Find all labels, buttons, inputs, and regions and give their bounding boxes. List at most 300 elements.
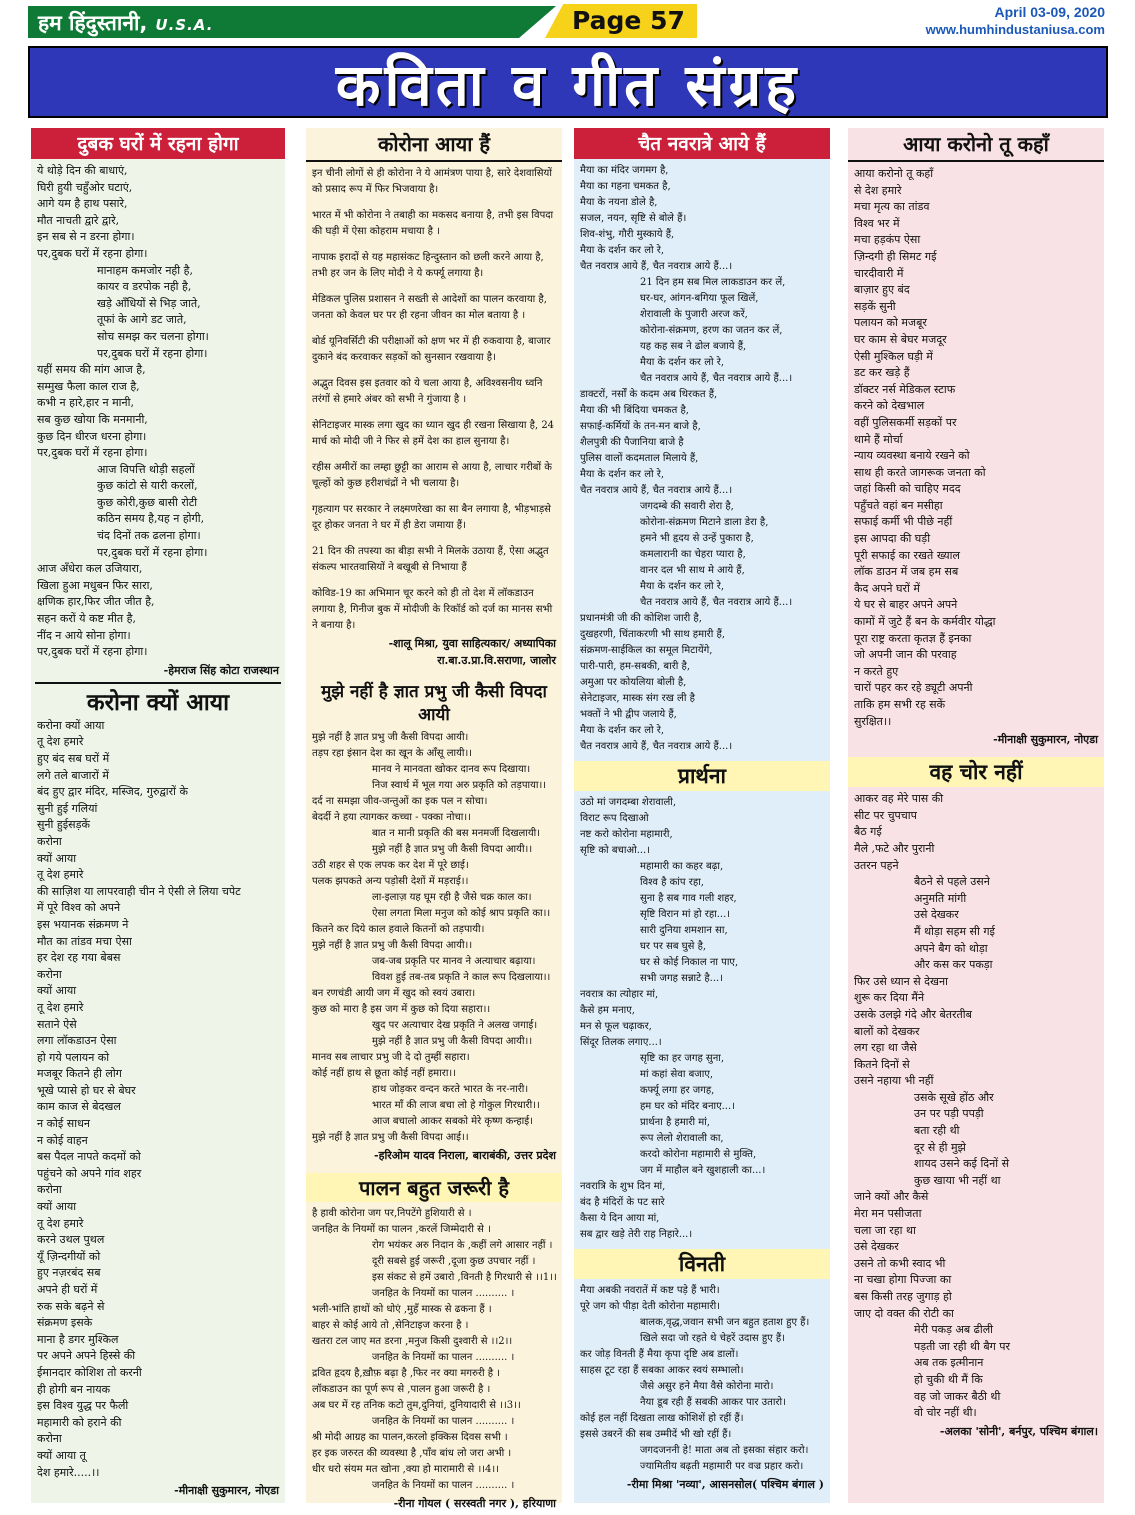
poem-line: सोच समझ कर चलना होगा। bbox=[97, 329, 209, 343]
poem-line: मेडिकल पुलिस प्रशासन ने सख्ती से आदेशों का पालन करवाया है, जनता को केवल घर पर ही रहना जीवन का मोल बताया है । bbox=[312, 294, 547, 321]
poem-author: -अलका 'सोनी', बर्नपुर, पश्चिम बंगाल। bbox=[939, 1424, 1098, 1438]
poem-line: तड़प रहा इंसान देश का खून के आँसू लायी।। bbox=[312, 748, 473, 759]
poem-line: मैया के दर्शन कर लो रे, bbox=[640, 581, 725, 592]
poem-line: चारदीवारी में bbox=[854, 266, 904, 280]
poem-line: न करते हुए bbox=[854, 664, 899, 678]
poem-author: -मीनाक्षी सुकुमारन, नोएडा bbox=[174, 1484, 279, 1498]
poem-line: ना चखा होगा पिज्जा का bbox=[854, 1273, 952, 1287]
poem-line: उसे देखकर bbox=[914, 908, 959, 922]
poem-line: खतरा टल जाए मत डरना ,मनुज किसी दुश्वारी से ।।2।। bbox=[312, 1336, 513, 1347]
poem-line: आज विपत्ति थोड़ी सहलों bbox=[97, 462, 195, 476]
poem-line: सभी जगह सन्नाटे है...। bbox=[640, 973, 724, 984]
poem-line: ये थोड़े दिन की बाधाएं, bbox=[37, 164, 128, 177]
poem-line: पहुंचने को अपने गांव शहर bbox=[37, 1166, 142, 1180]
poem-line: करोना bbox=[37, 834, 62, 848]
poem-line: लॉकडाउन का पूर्ण रूप से ,पालन हुआ जरूरी है । bbox=[312, 1384, 491, 1395]
poem-line: विराट रूप दिखाओ bbox=[580, 813, 649, 824]
poem-line: सृष्टि का हर जगह सुना, bbox=[640, 1053, 725, 1064]
poem-line: वहीं पुलिसकर्मी सड़कों पर bbox=[854, 415, 957, 429]
poem-line: अब घर में रह तनिक कटो तुम,दुनियां, दुनियादारी से ।।3।। bbox=[312, 1400, 521, 1411]
poem-line: मौत नाचती द्वारे द्वारे, bbox=[37, 213, 120, 227]
poem-line: तूफां के आगे डट जाते, bbox=[97, 313, 187, 327]
poem-line: इस भयानक संक्रमण ने bbox=[37, 917, 129, 931]
poem-line: इन चीनी लोगों से ही कोरोना ने ये आमंत्रण पाया है, सारे देशवासियों को प्रसाद रूप में फिर भिजवाया है। bbox=[312, 168, 552, 195]
poem-line: चला जा रहा था bbox=[854, 1223, 916, 1237]
poem-author: -शालू मिश्रा, युवा साहित्यकार/ अध्यापिका bbox=[388, 637, 556, 650]
poem-line: विश्व है कांप रहा, bbox=[640, 877, 704, 888]
poem-title: कोरोना आया हैं bbox=[306, 128, 562, 162]
poem-line: हमने भी हृदय से उन्हें पुकारा है, bbox=[640, 533, 754, 544]
newspaper-brand bbox=[38, 9, 213, 37]
poem-line: उसके सूखे होंठ और bbox=[914, 1090, 994, 1104]
poem-line: पहुँचते वहां बन मसीहा bbox=[854, 498, 943, 512]
poem-line: चैत नवरात्र आये हैं, चैत नवरात्र आये हैं...। bbox=[640, 373, 793, 384]
poem-line: कोई नहीं हाथ से छूता कोई नहीं हमारा।। bbox=[312, 1068, 457, 1079]
poem-line: सृष्टि को बचाओ...। bbox=[580, 845, 651, 856]
poem-line: डाक्टरों, नर्सों के कदम अब थिरकत हैं, bbox=[580, 389, 718, 400]
poem-line: जनहित के नियमों का पालन ,करलें जिम्मेदारी से । bbox=[312, 1224, 491, 1235]
poem-line: करदो कोरोना महामारी से मुक्ति, bbox=[640, 1149, 757, 1160]
poem-line: बंद है मंदिरों के पट सारे bbox=[580, 1197, 665, 1208]
poem-line: खड़े आँधियों से भिड़ जाते, bbox=[97, 296, 201, 310]
poem-line: कर्फ्यू लगा हर जगह, bbox=[640, 1085, 715, 1096]
poem-line: आकर वह मेरे पास की bbox=[854, 792, 944, 806]
poem-line: भली-भांति हाथों को धोएं ,मुहँ मास्क से ढकना हैं । bbox=[312, 1304, 492, 1315]
poem-line: दूर से ही मुझे bbox=[914, 1140, 966, 1154]
poem-line: घिरी हुयी चहुँओर घटाएं, bbox=[37, 180, 133, 194]
poem-line: तू देश हमारे bbox=[37, 1000, 84, 1014]
poem-line: चैत नवरात्र आये हैं, चैत नवरात्र आये हैं...। bbox=[580, 485, 733, 496]
poem-line: पूरे जग को पीड़ा देती कोरोना महामारी। bbox=[580, 1301, 720, 1312]
poem-line: करोना bbox=[37, 1432, 62, 1446]
poem-line: जनहित के नियमों का पालन .......... । bbox=[372, 1480, 515, 1491]
column-4 bbox=[848, 128, 1104, 1503]
poem-line: चारों पहर कर रहे ड्यूटी अपनी bbox=[854, 681, 973, 695]
poem-body bbox=[574, 163, 830, 755]
poem-line: खुद पर अत्याचार देख प्रकृति ने अलख जगाई। bbox=[372, 1020, 538, 1031]
poem-line: ज्यामितीय बढ़ती महामारी पर वज्र प्रहार करो। bbox=[640, 1461, 804, 1472]
poem-line: बस किसी तरह जुगाड़ हो bbox=[854, 1290, 952, 1303]
poem-line: मचा हड़कंप ऐसा bbox=[854, 233, 921, 247]
poem-line: कामों में जुटे हैं बन के कर्मवीर योद्धा bbox=[854, 615, 996, 629]
poem-line: जगदजननी हे! माता अब तो इसका संहार करो। bbox=[640, 1445, 809, 1456]
poem-line: उन पर पड़ी पपड़ी bbox=[914, 1107, 984, 1121]
poem-line: पारी-पारी, हम-सबकी, बारी है, bbox=[580, 661, 691, 672]
poem-line: प्रधानमंत्री जी की कोशिश जारी है, bbox=[580, 613, 702, 624]
poem-line: बालक,वृद्ध,जवान सभी जन बहुत हताश हुए हैं। bbox=[640, 1317, 810, 1328]
poem-line: मानाहम कमजोर नही है, bbox=[97, 263, 193, 277]
poem-line: नवरात्रि के शुभ दिन मां, bbox=[580, 1181, 666, 1192]
poem-line: मुझे नहीं है ज्ञात प्रभु जी कैसी विपदा आयी।। bbox=[372, 844, 533, 855]
poem-line: अद्भुत दिवस इस इतवार को ये चला आया है, अविश्वसनीय ध्वनि तरंगों से हमारे अंबर को सभी ने गुंजाया है । bbox=[312, 378, 543, 405]
poem-author: -हेमराज सिंह कोटा राजस्थान bbox=[163, 663, 279, 677]
poem-line: भारत में भी कोरोना ने तबाही का मकसद बनाया है, तभी इस विपदा की घड़ी में ऐसा कोहराम मचाया है । bbox=[312, 210, 554, 237]
poem-body bbox=[31, 718, 285, 1481]
poem-line: बता रही थी bbox=[914, 1124, 960, 1138]
poem-line: पूरी सफाई का रखते ख्याल bbox=[854, 548, 960, 562]
poem-line: हाथ जोड़कर वन्दन करते भारत के नर-नारी। bbox=[372, 1084, 529, 1095]
poem-line: शैलपुत्री की पैजानिया बाजे है bbox=[580, 437, 684, 448]
poem-line: खिले सदा जो रहते थे चेहरें उदास हुए हैं। bbox=[640, 1333, 785, 1344]
poem-line: पर,दुबक घरों में रहना होगा। bbox=[37, 246, 148, 260]
poem-line: बन रणचंडी आयी जग में खुद को स्वयं उबारा। bbox=[312, 988, 476, 999]
poem-line: डॉक्टर नर्स मेडिकल स्टाफ bbox=[854, 382, 956, 396]
poem-line: दूरी सबसे हुई जरूरी ,दूजा कुछ उपचार नहीं । bbox=[372, 1256, 536, 1267]
poem-line: शुरू कर दिया मैंने bbox=[854, 991, 925, 1005]
poem-line: हुए नज़रबंद सब bbox=[37, 1266, 101, 1280]
poem-line: सीट पर चुपचाप bbox=[854, 808, 917, 822]
poem-line: चैत नवरात्र आये हैं, चैत नवरात्र आये हैं...। bbox=[580, 741, 733, 752]
poem-line: मजबूर कितने ही लोग bbox=[37, 1067, 122, 1081]
poem-line: की साज़िश या लापरवाही चीन ने ऐसी ले लिया चपेट bbox=[37, 884, 241, 898]
poem-line: कैसा ये दिन आया मां, bbox=[580, 1213, 660, 1224]
poem-line: लॉक डाउन में जब हम सब bbox=[854, 565, 959, 579]
poem-line: सुना है सब गाव गली शहर, bbox=[640, 893, 737, 904]
poem-line: उसके उलझे गंदे और बेतरतीब bbox=[854, 1007, 972, 1021]
poem-line: कैद अपने घरों में bbox=[854, 581, 920, 595]
poem-line: दर्द ना समझा जीव-जन्तुओं का इक पल न सोचा। bbox=[312, 796, 488, 807]
poem-line: मेरी पकड़ अब ढीली bbox=[914, 1323, 994, 1337]
poem-line: तू देश हमारे bbox=[37, 735, 84, 749]
poem-line: सफाई-कर्मियों के तन-मन बाजे है, bbox=[580, 421, 701, 432]
column-3 bbox=[574, 128, 830, 1503]
poem-line: आज अँधेरा कल उजियारा, bbox=[37, 562, 143, 576]
poem-line: पर,दुबक घरों में रहना होगा। bbox=[37, 645, 148, 659]
poem-line: नैया डूब रही हैं सबकी आकर पार उतारो। bbox=[640, 1397, 786, 1408]
poem-line: और कस कर पकड़ा bbox=[914, 958, 993, 972]
poem-line: मैया का गहना चमकत है, bbox=[580, 181, 671, 192]
poem-body bbox=[306, 166, 562, 634]
poem-line: रोग भयंकर अरु निदान के ,कहीं लगे आसार नहीं । bbox=[372, 1240, 553, 1251]
poem-title: विनती bbox=[574, 1249, 830, 1279]
poem-line: माना है डगर मुश्किल bbox=[37, 1332, 119, 1346]
poem-line: महामारी को हराने की bbox=[37, 1415, 122, 1429]
poem-line: ऐसा लगता मिला मनुज को कोई श्राप प्रकृति का।। bbox=[372, 908, 551, 919]
poem-line: फिर उसे ध्यान से देखना bbox=[854, 974, 948, 988]
poem-line: मैया के दर्शन कर लो रे, bbox=[580, 469, 665, 480]
poem-body bbox=[306, 1206, 562, 1494]
poem-line: ईमानदार कोशिश तो करनी bbox=[37, 1365, 142, 1379]
poem-author: -मीनाक्षी सुकुमारन, नोएडा bbox=[993, 733, 1098, 747]
poem-line: अपने बैग को थोड़ा bbox=[914, 941, 988, 955]
poem-line: मेरा मन पसीजता bbox=[854, 1207, 922, 1221]
poem-line: उठो मां जगदम्बा शेरावाली, bbox=[580, 797, 677, 808]
poem-line: पड़ती जा रही थी बैग पर bbox=[914, 1339, 1011, 1353]
poem-line: न कोई वाहन bbox=[37, 1133, 88, 1147]
poem-line: डट कर खड़े हैं bbox=[854, 366, 910, 380]
poem-line: खिला हुआ मधुबन फिर सारा, bbox=[37, 578, 153, 592]
poem-line: कुछ दिन धीरज धरना होगा। bbox=[37, 429, 147, 443]
poem-line: न्याय व्यवस्था बनाये रखने को bbox=[854, 449, 970, 463]
poem-line: पर,दुबक घरों में रहना होगा। bbox=[97, 346, 208, 360]
poem-line: क्यों आया bbox=[37, 851, 77, 865]
poem-author: -रीमा मिश्रा 'नव्या', आसनसोल( पश्चिम बंगाल ) bbox=[626, 1478, 824, 1491]
poem-line: यूँ ज़िन्दगीयों को bbox=[37, 1249, 101, 1263]
poem-line: इन सब से न डरना होगा। bbox=[37, 230, 135, 244]
poem-line: कोविड-19 का अभिमान चूर करने को ही तो देश में लॉकडाउन लगाया है, गिनीज बुक में मोदीजी के रिकॉर्ड को दर्ज का मानस सभी ने बनाया है। bbox=[312, 588, 553, 631]
poem-line: दुखहरणी, चिंताकरणी भी साथ हमारी हैं, bbox=[580, 629, 726, 640]
poem-line: कितने दिनों से bbox=[854, 1057, 910, 1071]
poem-line: कुछ को मारा है इस जग में कुछ को दिया सहारा।। bbox=[312, 1004, 491, 1015]
poem-line: द्रवित हृदय है,ख़ौफ़ बढ़ा है ,फिर नर क्या मगरुरी है । bbox=[312, 1368, 501, 1379]
brand-suffix: U.S.A. bbox=[155, 16, 214, 34]
poem-line: संक्रमण-साईकिल का समूल मिटायेंगे, bbox=[580, 645, 713, 656]
poem-line: लगे तले बाजारों में bbox=[37, 768, 109, 782]
poem-line: उसे देखकर bbox=[854, 1240, 899, 1254]
poem-line: यह कह सब ने ढोल बजाये हैं, bbox=[640, 341, 747, 352]
poem-line: नवरात्र का त्योहार मां, bbox=[580, 989, 659, 1000]
poem-line: महामारी का कहर बढ़ा, bbox=[640, 861, 724, 872]
issue-date: April 03-09, 2020 bbox=[994, 4, 1105, 20]
poem-line: मैया की भी बिंदिया चमकत है, bbox=[580, 405, 689, 416]
poem-line: लगा लॉकडाउन ऐसा bbox=[37, 1034, 117, 1048]
poem-line: अनुमति मांगी bbox=[914, 891, 967, 905]
poem-line: श्री मोदी आग्रह का पालन,करलो इक्किस दिवस सभी । bbox=[312, 1432, 508, 1443]
poem-line: चंद दिनों तक ढलना होगा। bbox=[97, 529, 201, 543]
section-banner bbox=[28, 46, 1108, 118]
poem-line: विश्व भर में bbox=[854, 216, 900, 230]
poem-line: प्रार्थना है हमारी मां, bbox=[640, 1117, 710, 1128]
poem-line: जाने क्यों और कैसे bbox=[854, 1190, 929, 1204]
poem-line: चैत नवरात्र आये हैं, चैत नवरात्र आये हैं...। bbox=[580, 261, 733, 272]
poem-line: जो अपनी जान की परवाह bbox=[854, 648, 957, 662]
poem-line: वानर दल भी साथ मे आये हैं, bbox=[640, 565, 745, 576]
poem-line: कठिन समय है,यह न होगी, bbox=[97, 512, 205, 526]
poem-line: भक्तों ने भी द्वीप जलाये हैं, bbox=[580, 709, 677, 720]
poem-line: यहीं समय की मांग आज है, bbox=[37, 363, 146, 377]
poem-line: ये घर से बाहर अपने अपने bbox=[854, 598, 958, 612]
poem-line: रहीस अमीरों का लम्हा छुट्टी का आराम से आया है, लाचार गरीबों के चूल्हों को कुछ हरीशचंद्रों ने भी चलाया है। bbox=[312, 462, 552, 489]
poem-body bbox=[848, 166, 1104, 730]
poem-line: तू देश हमारे bbox=[37, 868, 84, 882]
poem-line: सब कुछ खोया कि मनमानी, bbox=[37, 412, 148, 426]
poem-line: उतरन पहने bbox=[854, 858, 899, 872]
poem-line: 21 दिन की तपस्या का बीड़ा सभी ने मिलके उठाया हैं, ऐसा अद्भुत संकल्प भारतवासियों ने बखूबी से निभाया हैं bbox=[312, 546, 549, 573]
poem-line: में पूरे विश्व को अपने bbox=[37, 901, 121, 915]
poem-line: आया करोनो तू कहाँ bbox=[854, 167, 934, 180]
poem-line: कर जोड़ विनती हैं मैया कृपा दृष्टि अब डालों। bbox=[580, 1349, 739, 1360]
poem-line: काम काज से बेदखल bbox=[37, 1100, 121, 1114]
poem-line: मचा मृत्य का तांडव bbox=[854, 200, 930, 214]
poem-line: सब द्वार खड़े तेरी राह निहारे...। bbox=[580, 1229, 693, 1240]
poem-line: बाहर से कोई आये तो ,सेनिटाइज करना है । bbox=[312, 1320, 469, 1331]
poem-line: देश हमारे.....।। bbox=[37, 1465, 100, 1479]
poem-line: ला-इलाज़ यह घूम रही है जैसे चक्र काल का। bbox=[372, 892, 532, 903]
poem-line: से देश हमारे bbox=[854, 183, 902, 197]
poem-line: मन से फूल चढ़ाकर, bbox=[580, 1021, 652, 1032]
poem-line: मां कहां सेवा बजाए, bbox=[640, 1069, 714, 1080]
poem-line: कोरोना-संक्रमण मिटाने डाला डेरा है, bbox=[640, 517, 769, 528]
poem-line: नापाक इरादों से यह महासंकट हिन्दुस्तान को छली करने आया है, तभी हर जन के लिए मोदी ने ये कर्फ्यू लगाया है। bbox=[312, 252, 544, 279]
poem-body bbox=[31, 163, 285, 661]
poem-line: लग रहा था जैसे bbox=[854, 1041, 917, 1055]
poem-line: वो चोर नहीं थी। bbox=[914, 1406, 977, 1420]
poem-line: बैठने से पहले उसने bbox=[914, 875, 990, 889]
website-link[interactable]: www.humhindustaniusa.com bbox=[925, 22, 1105, 37]
poem-line: पलक झपकते अन्य पड़ोसी देशों में मड़राई।। bbox=[312, 876, 469, 887]
poem-line: सुरक्षित।। bbox=[854, 714, 892, 728]
poem-title: आया करोनो तू कहाँ bbox=[848, 128, 1104, 162]
poem-line: आगे यम है हाथ पसारे, bbox=[37, 197, 128, 211]
poem-line: साथ ही करते जागरूक जनता को bbox=[854, 465, 986, 479]
poem-line: पूरा राष्ट्र करता कृतज्ञ हैं इनका bbox=[854, 631, 972, 645]
poem-line: सेनेटाइजर, मास्क संग रख ली है bbox=[580, 693, 695, 704]
poem-line: नष्ट करो कोरोना महामारी, bbox=[580, 829, 673, 840]
poem-line: कायर व डरपोक नही है, bbox=[97, 280, 192, 294]
poem-line: मैले ,फटे और पुरानी bbox=[854, 841, 935, 855]
poem-line: मानव सब लाचार प्रभु जी दे दो तुम्हीं सहारा। bbox=[312, 1052, 470, 1063]
poem-line: कितने कर दिये काल हवाले कितनों को तड़पायी। bbox=[312, 924, 485, 935]
poem-line: भारत माँ की लाज बचा लो हे गोकुल गिरधारी।। bbox=[372, 1100, 540, 1111]
poem-line: विवश हुई तब-तब प्रकृति ने काल रूप दिखलाया।। bbox=[372, 972, 551, 983]
poem-line: करने उथल पुथल bbox=[37, 1233, 105, 1247]
poem-line: जनहित के नियमों का पालन .......... । bbox=[372, 1352, 515, 1363]
poem-line: वह जो जाकर बैठी थी bbox=[914, 1389, 1001, 1403]
poem-line: रुक सके बढ़ने से bbox=[37, 1299, 105, 1313]
poem-line: न कोई साधन bbox=[37, 1117, 90, 1131]
poem-line: तू देश हमारे bbox=[37, 1216, 84, 1230]
poem-line: सुनी हुई गलियां bbox=[37, 801, 98, 815]
poem-line: हुए बंद सब घरों में bbox=[37, 752, 110, 765]
poem-line: संक्रमण इसके bbox=[37, 1316, 93, 1330]
poem-line: मैया के दर्शन कर लो रे, bbox=[640, 357, 725, 368]
poem-title: प्रार्थना bbox=[574, 761, 830, 791]
poem-line: क्यों आया bbox=[37, 1200, 77, 1214]
poem-line: जब-जब प्रकृति पर मानव ने अत्याचार बढ़ाया। bbox=[372, 956, 536, 967]
poem-line: सम्मुख फैला काल राज है, bbox=[37, 379, 140, 393]
poem-title: मुझे नहीं है ज्ञात प्रभु जी कैसी विपदा आयी bbox=[321, 682, 547, 725]
poem-line: ही होगी बन नायक bbox=[37, 1382, 111, 1396]
poem-line: इस विश्व युद्ध पर फैली bbox=[37, 1399, 129, 1413]
poem-line: शिव-शंभु, गौरी मुस्काये हैं, bbox=[580, 229, 675, 240]
poem-body bbox=[574, 1283, 830, 1475]
poem-line: पलायन को मजबूर bbox=[854, 316, 927, 330]
column-2 bbox=[306, 128, 562, 1510]
poem-body bbox=[306, 730, 562, 1146]
poem-line: बेदर्दी ने हया त्यागकर कच्चा - पक्का नोचा।। bbox=[312, 812, 471, 823]
poem-line: कुछ कांटो से यारी करलों, bbox=[97, 479, 198, 493]
poem-line: कोई हल नहीं दिखता लाख कोशिशें हो रहीं हैं। bbox=[580, 1413, 744, 1424]
poem-line: मैया के दर्शन कर लो रे, bbox=[580, 725, 665, 736]
poem-line: घर पर सब घुसे है, bbox=[640, 941, 707, 952]
poem-author: -हरिओम यादव निराला, बाराबंकी, उत्तर प्रदेश bbox=[374, 1149, 556, 1162]
poem-line: मुझे नहीं है ज्ञात प्रभु जी कैसी विपदा आयी। bbox=[312, 732, 469, 743]
poem-line: कोरोना-संक्रमण, हरण का जतन कर लें, bbox=[640, 325, 783, 336]
poem-line: जनहित के नियमों का पालन .......... । bbox=[372, 1416, 515, 1427]
poem-line: इस आपदा की घड़ी bbox=[854, 532, 931, 546]
poem-body bbox=[848, 791, 1104, 1422]
poem-line: करने को देखभाल bbox=[854, 399, 925, 413]
poem-line: जाए दो वक्त की रोटी का bbox=[854, 1306, 954, 1320]
poem-line: हम घर को मंदिर बनाए...। bbox=[640, 1101, 735, 1112]
poem-line: निज स्वार्थ में भूल गया अरु प्रकृति को तड़पाया।। bbox=[372, 780, 547, 791]
poem-author-place: रा.बा.उ.प्रा.वि.सराणा, जालोर bbox=[437, 654, 556, 667]
poem-line: जहां किसी को चाहिए मदद bbox=[854, 482, 961, 496]
poem-line: घर काम से बेघर मजदूर bbox=[854, 332, 947, 346]
poem-author: -रीना गोयल ( सरस्वती नगर ), हरियाणा bbox=[393, 1497, 556, 1510]
poem-line: मैं थोड़ा सहम सी गई bbox=[914, 924, 995, 938]
poem-line: अपने ही घरों में bbox=[37, 1283, 98, 1296]
poem-line: सड़कें सुनी bbox=[854, 299, 896, 313]
poem-line: ज़िन्दगी ही सिमट गई bbox=[854, 249, 937, 263]
poem-line: कभी न हारे,हार न मानी, bbox=[37, 396, 134, 410]
poem-line: उठी शहर से एक लपक कर देश में पूरे छाई। bbox=[312, 860, 469, 871]
poem-line: मौत का तांडव मचा ऐसा bbox=[37, 934, 132, 948]
poem-line: बस पैदल नापते कदमों को bbox=[37, 1150, 141, 1164]
poem-line: मुझे नहीं है ज्ञात प्रभु जी कैसी विपदा आयी।। bbox=[312, 940, 473, 951]
poem-line: मैया अबकी नवरातें में कष्ट पड़े हैं भारी। bbox=[580, 1285, 720, 1296]
poem-line: बाज़ार हुए बंद bbox=[854, 283, 910, 297]
poem-line: मुझे नहीं है ज्ञात प्रभु जी कैसी विपदा आयी।। bbox=[372, 1036, 533, 1047]
poem-line: 21 दिन हम सब मिल लाकडाउन कर लें, bbox=[640, 277, 786, 288]
poem-line: जनहित के नियमों का पालन .......... । bbox=[372, 1288, 515, 1299]
poem-line: करोना bbox=[37, 967, 62, 981]
poem-line: थामे हैं मोर्चा bbox=[854, 432, 903, 446]
poem-line: उसने नहाया भी नहीं bbox=[854, 1074, 934, 1088]
poem-line: बात न मानी प्रकृति की बस मनमर्जी दिखलायी। bbox=[372, 828, 541, 839]
poem-line: भूखे प्यासे हो घर से बेघर bbox=[37, 1083, 136, 1097]
poem-line: पर,दुबक घरों में रहना होगा। bbox=[97, 545, 208, 559]
poem-line: मुझे नहीं है ज्ञात प्रभु जी कैसी विपदा आई।। bbox=[312, 1132, 469, 1143]
poem-line: क्षणिक हार,फिर जीत जीत है, bbox=[37, 595, 155, 609]
poem-line: कुछ खाया भी नहीं था bbox=[914, 1173, 1001, 1187]
poem-line: सफाई कर्मी भी पीछे नहीं bbox=[854, 515, 953, 529]
poem-line: सृष्टि विरान मां हो रहा...। bbox=[640, 909, 731, 920]
poem-line: सुनी हुईसड़कें bbox=[37, 818, 90, 832]
section-title: कविता व गीत संग्रह bbox=[335, 50, 801, 119]
poem-line: रूप लेलो शेरावाली का, bbox=[640, 1133, 724, 1144]
poem-line: करोना bbox=[37, 1183, 62, 1197]
poem-line: हो चुकी थी मैं कि bbox=[914, 1372, 983, 1386]
poem-line: अब तक इत्मीनान bbox=[914, 1356, 984, 1370]
poem-line: करोना क्यों आया bbox=[37, 718, 105, 732]
poem-line: जगदम्बे की सवारी शेरा है, bbox=[640, 501, 734, 512]
page-header bbox=[0, 0, 1135, 42]
poem-line: बंद हुए द्वार मंदिर, मस्जिद, गुरुद्वारों के bbox=[37, 785, 188, 799]
page-number: Page 57 bbox=[572, 6, 685, 35]
brand-name: हम हिंदुस्तानी, bbox=[38, 11, 148, 35]
poem-line: हो गये पलायन को bbox=[37, 1050, 110, 1064]
poem-line: सारी दुनिया शमशान सा, bbox=[640, 925, 728, 936]
poem-line: आज बचालो आकर सबको मेरे कृष्ण कन्हाई। bbox=[372, 1116, 533, 1127]
poem-line: ताकि हम सभी रह सकें bbox=[854, 698, 946, 711]
poem-line: मानव ने मानवता खोकर दानव रूप दिखाया। bbox=[372, 764, 531, 775]
poem-line: बोर्ड यूनिवर्सिटी की परीक्षाओं को क्षण भर में ही रुकवाया है, बाजार दुकाने बंद करवाकर सड़कों को सुनसान रखवाया है। bbox=[312, 336, 551, 363]
poem-line: क्यों आया तू bbox=[37, 1448, 86, 1462]
poem-line: पर,दुबक घरों में रहना होगा। bbox=[37, 446, 148, 460]
poem-line: सताने ऐसे bbox=[37, 1017, 77, 1031]
poem-line: घर-घर, आंगन-बगिया फूल खिलें, bbox=[640, 293, 759, 304]
poem-line: पुलिस वालों कदमताल मिलाये हैं, bbox=[580, 453, 699, 464]
poem-line: अमुआ पर कोयलिया बोली है, bbox=[580, 677, 687, 688]
poem-line: सिंदूर तिलक लगाए...। bbox=[580, 1037, 662, 1048]
column-1 bbox=[31, 128, 285, 1503]
poem-line: चैत नवरात्र आये हैं, चैत नवरात्र आये हैं...। bbox=[640, 597, 793, 608]
poem-title: पालन बहुत जरूरी है bbox=[306, 1173, 562, 1202]
poem-line: कुछ कोरी,कुछ बासी रोटी bbox=[97, 495, 198, 509]
poem-title: चैत नवरात्रे आये हैं bbox=[574, 128, 830, 159]
poem-line: शायद उसने कई दिनों से bbox=[914, 1157, 1010, 1171]
poem-line: जैसे असुर हने मैया वैसे कोरोना मारो। bbox=[640, 1381, 774, 1392]
poem-line: सेनिटाइजर मास्क लगा खुद का ध्यान खुद ही रखना सिखाया है, 24 मार्च को मोदी जी ने फिर से हमें देश का हाल सुनाया है। bbox=[312, 420, 555, 447]
poem-line: नींद न आये सोना होगा। bbox=[37, 628, 131, 642]
poem-line: सहन करों ये कष्ट मीत है, bbox=[37, 612, 136, 626]
poem-line: पर अपने अपने हिस्से की bbox=[37, 1349, 136, 1363]
poem-line: ऐसी मुश्किल घड़ी में bbox=[854, 349, 933, 363]
poem-line: शेरावाली के पुजारी अरज करें, bbox=[640, 309, 748, 320]
poem-line: है हावी कोरोना जग पर,निपटेंगे हुशियारी से । bbox=[312, 1208, 472, 1219]
poem-line: साहस टूट रहा हैं सबका आकर स्वयं सम्भालो। bbox=[580, 1365, 744, 1376]
